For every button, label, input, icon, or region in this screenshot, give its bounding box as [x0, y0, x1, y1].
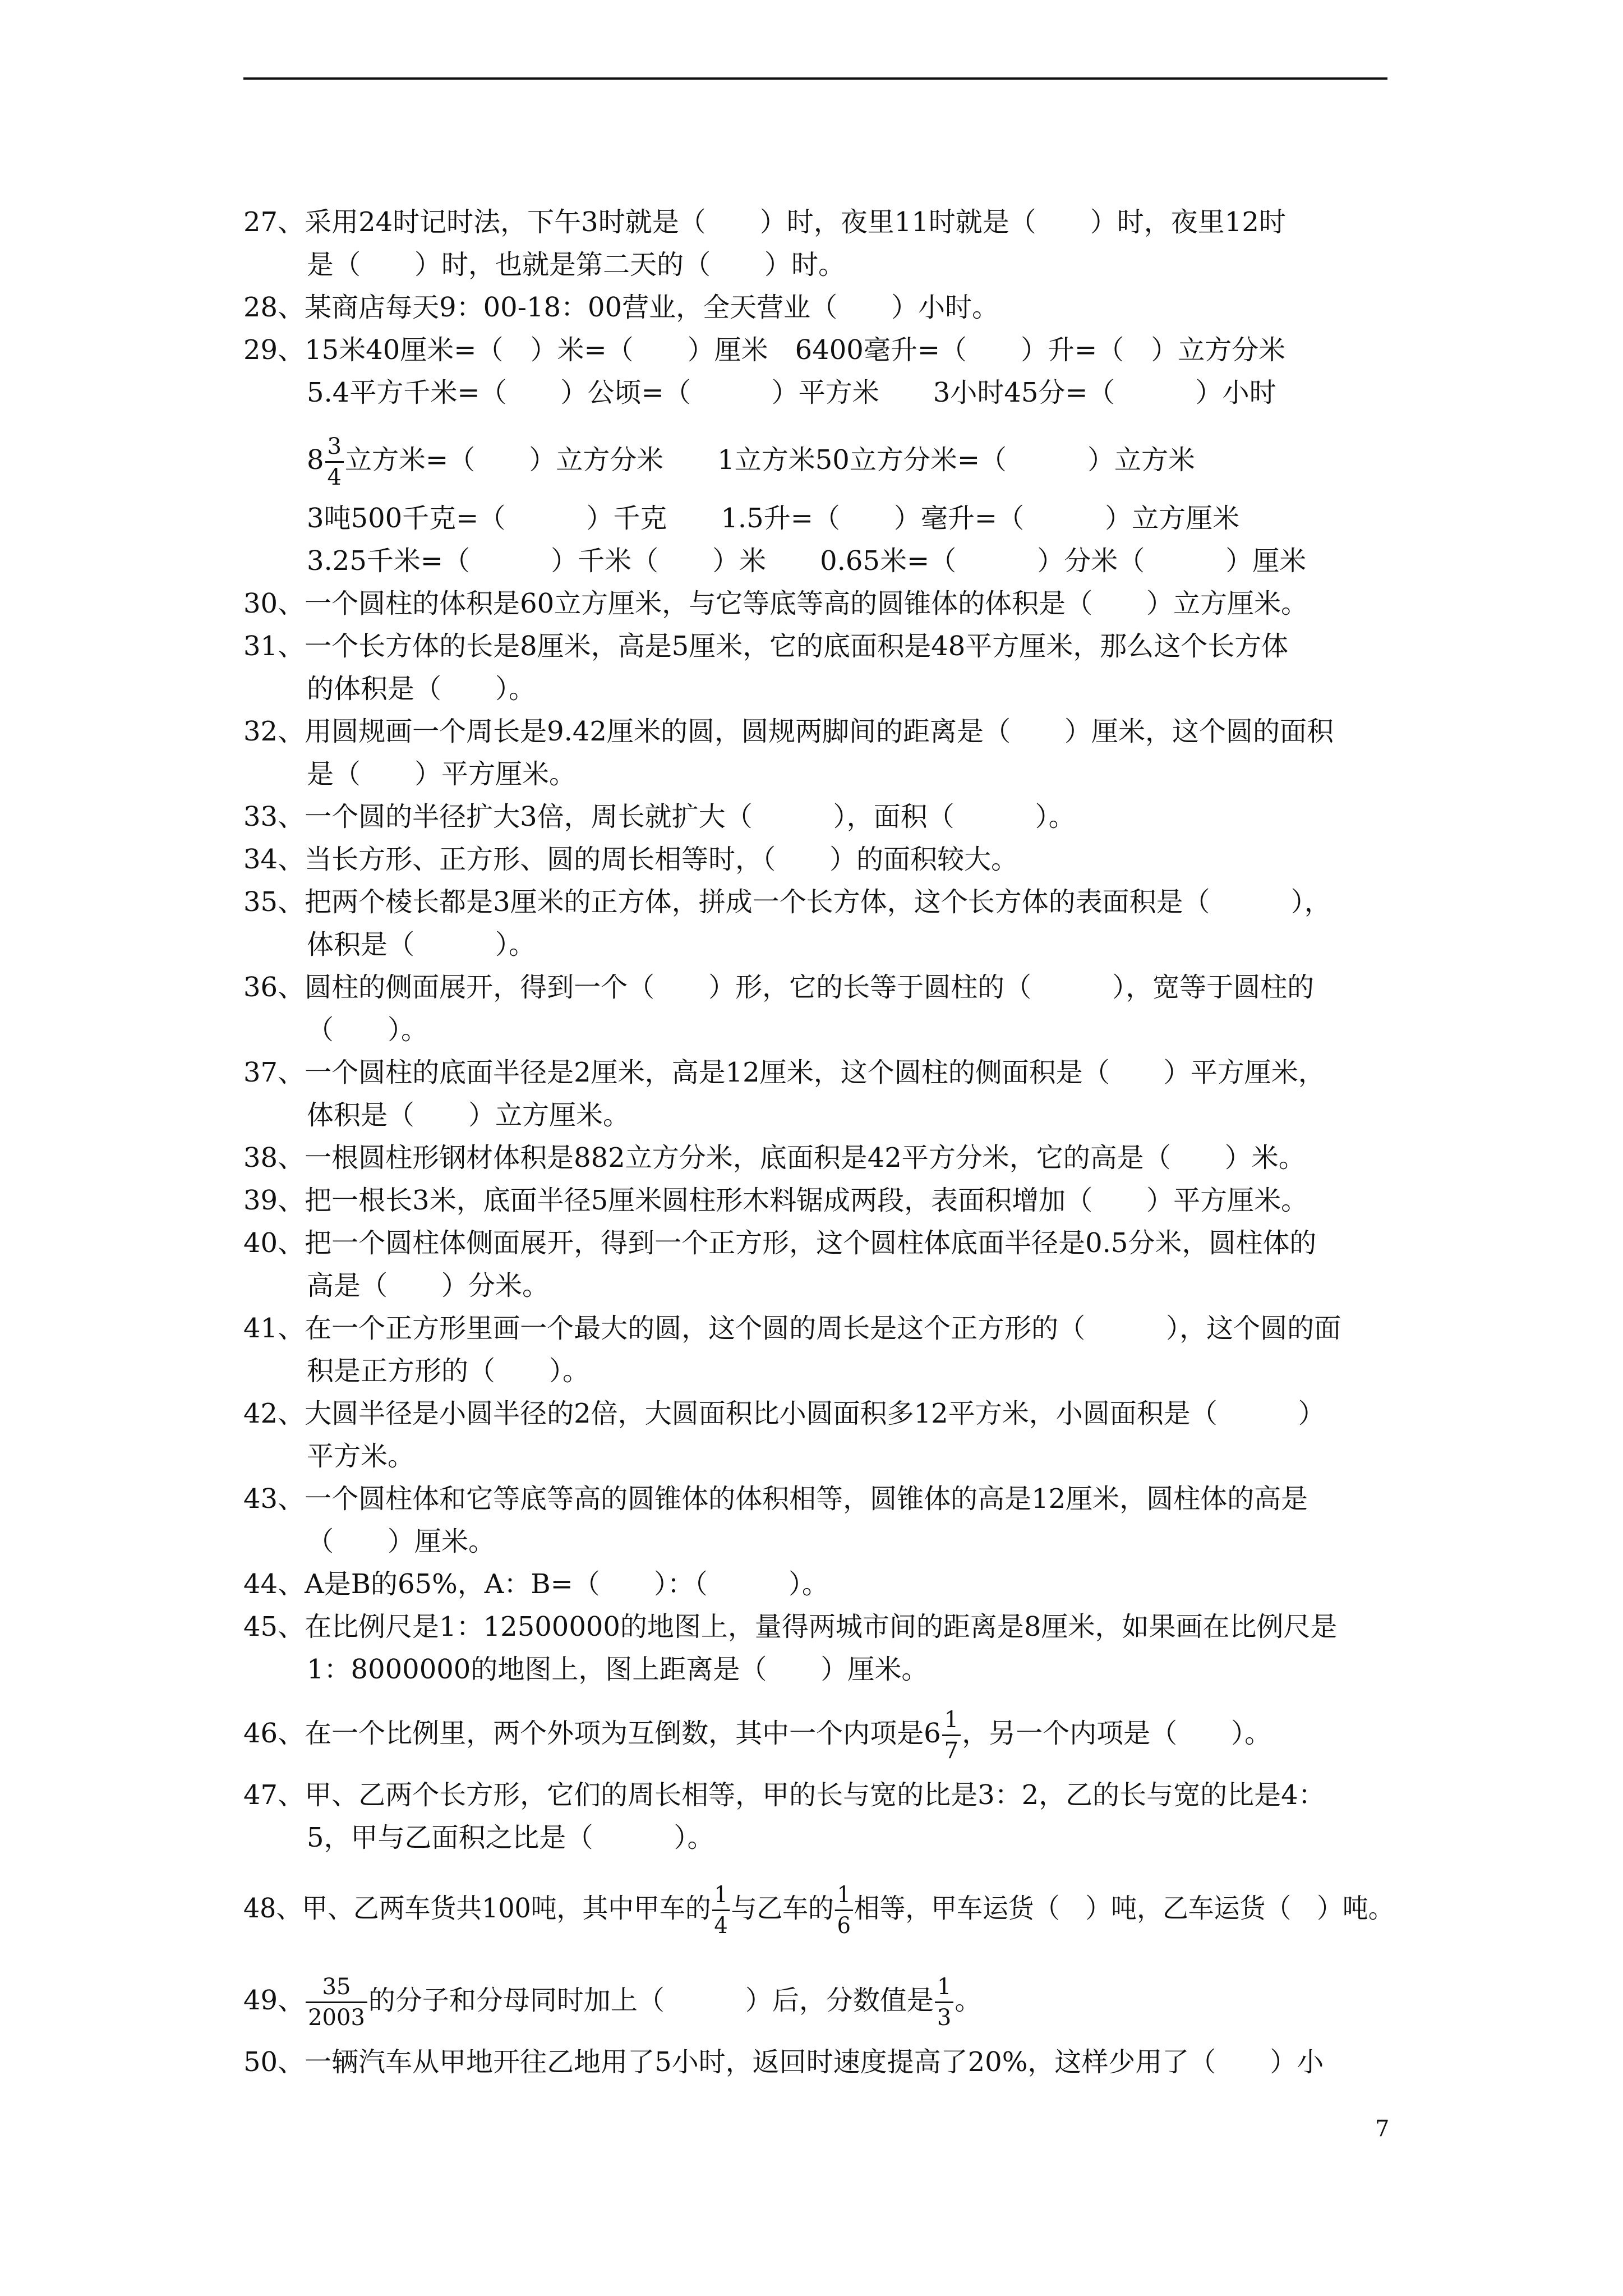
fraction: $\frac{1}{6}$ — [835, 1884, 853, 1937]
question-31: 31、一个长方体的长是8厘米，高是5厘米，它的底面积是48平方厘米，那么这个长方体 — [243, 631, 1289, 662]
question-46: 46、在一个比例里，两个外项为互倒数，其中一个内项是6 $\frac{1}{7}$ ，另一个内项是（ ）。 — [243, 1707, 1272, 1764]
question-31-cont: 的体积是（ ）。 — [307, 673, 536, 705]
question-29: 29、15米40厘米=（ ）米=（ ）厘米 6400毫升=（ ）升=（ ）立方分米 — [243, 334, 1286, 366]
question-29-line-2: 5.4平方千米=（ ）公顷=（ ）平方米 3小时45分=（ ）小时 — [307, 377, 1276, 408]
fraction: $\frac{1}{3}$ — [935, 1976, 953, 2029]
question-35-cont: 体积是（ ）。 — [307, 929, 536, 960]
question-45: 45、在比例尺是1：12500000的地图上，量得两城市间的距离是8厘米，如果画在比例尺是 — [243, 1611, 1338, 1642]
question-50: 50、一辆汽车从甲地开往乙地用了5小时，返回时速度提高了20%，这样少用了（ ）小 — [243, 2046, 1324, 2078]
question-34: 34、当长方形、正方形、圆的周长相等时，（ ）的面积较大。 — [243, 844, 1018, 875]
question-27-cont: 是（ ）时，也就是第二天的（ ）时。 — [307, 249, 846, 280]
question-47: 47、甲、乙两个长方形，它们的周长相等，甲的长与宽的比是3：2，乙的长与宽的比是4： — [243, 1779, 1325, 1811]
question-29-line-5: 3.25千米=（ ）千米（ ）米 0.65米=（ ）分米（ ）厘米 — [307, 545, 1307, 577]
question-36: 36、圆柱的侧面展开，得到一个（ ）形，它的长等于圆柱的（ ），宽等于圆柱的 — [243, 972, 1315, 1003]
fraction: $\frac{1}{7}$ — [942, 1709, 961, 1762]
question-49: 49、 $\frac{35}{2003}$ 的分子和分母同时加上（ ）后，分数值是 $\frac{1}{3}$ 。 — [243, 1974, 982, 2031]
question-32: 32、用圆规画一个周长是9.42厘米的圆，圆规两脚间的距离是（ ）厘米，这个圆的面积 — [243, 716, 1334, 747]
question-38: 38、一根圆柱形钢材体积是882立方分米，底面积是42平方分米，它的高是（ ）米。 — [243, 1142, 1306, 1174]
question-37-cont: 体积是（ ）立方厘米。 — [307, 1099, 630, 1131]
page-number: 7 — [1375, 2116, 1390, 2142]
question-41: 41、在一个正方形里画一个最大的圆，这个圆的周长是这个正方形的（ ），这个圆的面 — [243, 1313, 1341, 1344]
fraction: $\frac{1}{4}$ — [712, 1884, 730, 1937]
question-41-cont: 积是正方形的（ ）。 — [307, 1355, 590, 1387]
question-40-cont: 高是（ ）分米。 — [307, 1270, 550, 1301]
question-44: 44、A是B的65%，A：B=（ ）：（ ）。 — [243, 1568, 829, 1600]
question-42-cont: 平方米。 — [307, 1441, 415, 1472]
question-39: 39、把一根长3米，底面半径5厘米圆柱形木料锯成两段，表面积增加（ ）平方厘米。 — [243, 1185, 1308, 1216]
question-48: 48、甲、乙两车货共100吨，其中甲车的 $\frac{1}{4}$ 与乙车的 $\frac{1}{6}$ 相等，甲车运货（ ）吨，乙车运货（ ）吨。 — [243, 1882, 1394, 1939]
question-37: 37、一个圆柱的底面半径是2厘米，高是12厘米，这个圆柱的侧面积是（ ）平方厘米， — [243, 1057, 1325, 1088]
header-rule — [243, 77, 1387, 80]
question-29-line-4: 3吨500千克=（ ）千克 1.5升=（ ）毫升=（ ）立方厘米 — [307, 503, 1240, 534]
question-42: 42、大圆半径是小圆半径的2倍，大圆面积比小圆面积多12平方米，小圆面积是（ ） — [243, 1398, 1325, 1429]
fraction: $\frac{3}{4}$ — [325, 435, 344, 489]
question-45-cont: 1：8000000的地图上，图上距离是（ ）厘米。 — [307, 1654, 929, 1685]
question-32-cont: 是（ ）平方厘米。 — [307, 758, 577, 790]
question-43-cont: （ ）厘米。 — [307, 1526, 496, 1557]
question-27: 27、采用24时记时法，下午3时就是（ ）时，夜里11时就是（ ）时，夜里12时 — [243, 206, 1286, 238]
question-43: 43、一个圆柱体和它等底等高的圆锥体的体积相等，圆锥体的高是12厘米，圆柱体的高是 — [243, 1483, 1308, 1515]
question-30: 30、一个圆柱的体积是60立方厘米，与它等底等高的圆锥体的体积是（ ）立方厘米。 — [243, 588, 1308, 619]
question-36-cont: （ ）。 — [307, 1014, 428, 1046]
question-29-line-3: 8 $\frac{3}{4}$ 立方米=（ ）立方分米 1立方米50立方分米=（ ）立方米 — [307, 434, 1196, 490]
question-47-cont: 5，甲与乙面积之比是（ ）。 — [307, 1822, 714, 1853]
question-28: 28、某商店每天9：00-18：00营业，全天营业（ ）小时。 — [243, 292, 999, 323]
question-33: 33、一个圆的半径扩大3倍，周长就扩大（ ），面积（ ）。 — [243, 801, 1076, 832]
question-40: 40、把一个圆柱体侧面展开，得到一个正方形，这个圆柱体底面半径是0.5分米，圆柱体的 — [243, 1227, 1317, 1259]
fraction: $\frac{35}{2003}$ — [306, 1976, 367, 2029]
question-35: 35、把两个棱长都是3厘米的正方体，拼成一个长方体，这个长方体的表面积是（ ）， — [243, 886, 1331, 918]
